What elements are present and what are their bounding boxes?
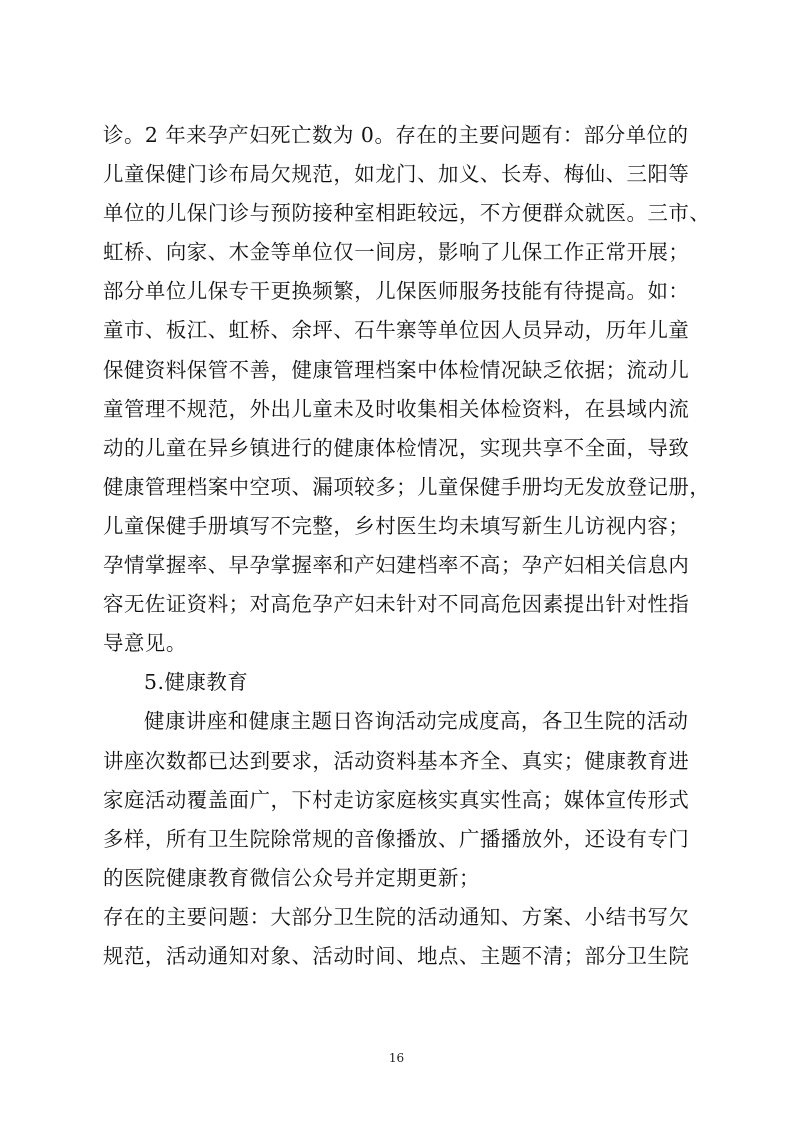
text-line: 儿童保健手册填写不完整，乡村医生均未填写新生儿访视内容；	[103, 513, 690, 538]
text-line: 童管理不规范，外出儿童未及时收集相关体检资料，在县域内流	[103, 396, 690, 421]
text-line: 保健资料保管不善，健康管理档案中体检情况缺乏依据；流动儿	[103, 357, 690, 382]
text-line: 规范，活动通知对象、活动时间、地点、主题不清；部分卫生院	[103, 943, 690, 968]
text-line: 部分单位儿保专干更换频繁，儿保医师服务技能有待提高。如：	[103, 279, 690, 304]
text-line: 健康管理档案中空项、漏项较多；儿童保健手册均无发放登记册，	[103, 474, 711, 499]
text-line: 虹桥、向家、木金等单位仅一间房，影响了儿保工作正常开展；	[103, 240, 690, 265]
text-line: 导意见。	[103, 631, 187, 656]
text-line: 多样，所有卫生院除常规的音像播放、广播播放外，还设有专门	[103, 826, 690, 851]
text-line: 的医院健康教育微信公众号并定期更新；	[103, 865, 480, 890]
text-line: 讲座次数都已达到要求，活动资料基本齐全、真实；健康教育进	[103, 748, 690, 773]
text-line: 童市、板江、虹桥、余坪、石牛寨等单位因人员异动，历年儿童	[103, 318, 690, 343]
text-line: 诊。2 年来孕产妇死亡数为 0。存在的主要问题有：部分单位的	[103, 123, 689, 147]
text-line: 单位的儿保门诊与预防接种室相距较远，不方便群众就医。三市、	[103, 201, 711, 226]
text-line: 存在的主要问题：大部分卫生院的活动通知、方案、小结书写欠	[103, 904, 690, 929]
page-number: 16	[388, 1051, 405, 1065]
text-line: 动的儿童在异乡镇进行的健康体检情况，实现共享不全面，导致	[103, 435, 690, 460]
body-text	[103, 116, 711, 976]
text-line: 孕情掌握率、早孕掌握率和产妇建档率不高；孕产妇相关信息内	[103, 553, 690, 578]
section-heading: 5.健康教育	[144, 670, 249, 695]
text-line: 容无佐证资料；对高危孕产妇未针对不同高危因素提出针对性指	[103, 592, 690, 617]
text-line: 家庭活动覆盖面广，下村走访家庭核实真实性高；媒体宣传形式	[103, 787, 690, 812]
text-line: 儿童保健门诊布局欠规范，如龙门、加义、长寿、梅仙、三阳等	[103, 162, 690, 187]
text-line: 健康讲座和健康主题日咨询活动完成度高，各卫生院的活动	[144, 709, 689, 734]
